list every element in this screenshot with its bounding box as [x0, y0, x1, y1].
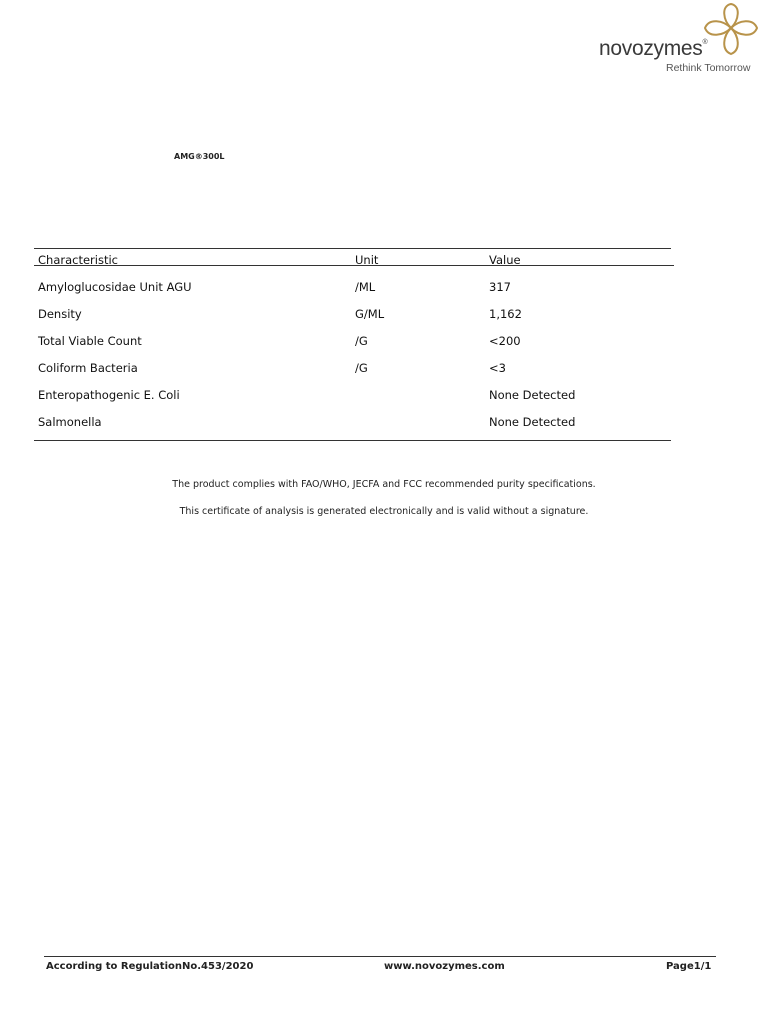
- product-name: AMG®300L: [174, 152, 225, 161]
- unit-cell: /ML: [355, 280, 376, 294]
- table-top-rule: [34, 248, 671, 249]
- novozymes-logo: [596, 0, 768, 80]
- compliance-note: The product complies with FAO/WHO, JECFA and FCC recommended purity specifications.: [172, 479, 596, 490]
- value-cell: None Detected: [489, 388, 576, 402]
- table-row: [0, 361, 768, 381]
- table-bottom-rule: [34, 440, 671, 441]
- header-unit: Unit: [355, 253, 379, 267]
- footer-regulation: According to RegulationNo.453/2020: [46, 961, 254, 972]
- table-row: [0, 280, 768, 300]
- unit-cell: /G: [355, 361, 368, 375]
- table-header-row: [0, 253, 768, 273]
- signature-note: This certificate of analysis is generated electronically and is valid without a signature.: [179, 506, 589, 517]
- brand-name: novozymes®: [599, 37, 708, 60]
- value-cell: 1,162: [489, 307, 522, 321]
- characteristic-cell: Salmonella: [38, 415, 102, 429]
- table-row: [0, 415, 768, 435]
- value-cell: <200: [489, 334, 521, 348]
- value-cell: 317: [489, 280, 511, 294]
- table-row: [0, 334, 768, 354]
- footer-website: www.novozymes.com: [384, 961, 505, 972]
- unit-cell: G/ML: [355, 307, 385, 321]
- table-row: [0, 388, 768, 408]
- characteristic-cell: Coliform Bacteria: [38, 361, 138, 375]
- characteristic-cell: Density: [38, 307, 82, 321]
- value-cell: <3: [489, 361, 506, 375]
- brand-tagline: Rethink Tomorrow: [666, 62, 751, 74]
- characteristic-cell: Amyloglucosidae Unit AGU: [38, 280, 192, 294]
- value-cell: None Detected: [489, 415, 576, 429]
- unit-cell: /G: [355, 334, 368, 348]
- characteristic-cell: Total Viable Count: [38, 334, 142, 348]
- four-leaf-logo-icon: [701, 0, 763, 58]
- header-value: Value: [489, 253, 521, 267]
- characteristic-cell: Enteropathogenic E. Coli: [38, 388, 180, 402]
- table-row: [0, 307, 768, 327]
- header-characteristic: Characteristic: [38, 253, 118, 267]
- footer-page-number: Page1/1: [666, 961, 712, 972]
- footer-rule: [44, 956, 716, 957]
